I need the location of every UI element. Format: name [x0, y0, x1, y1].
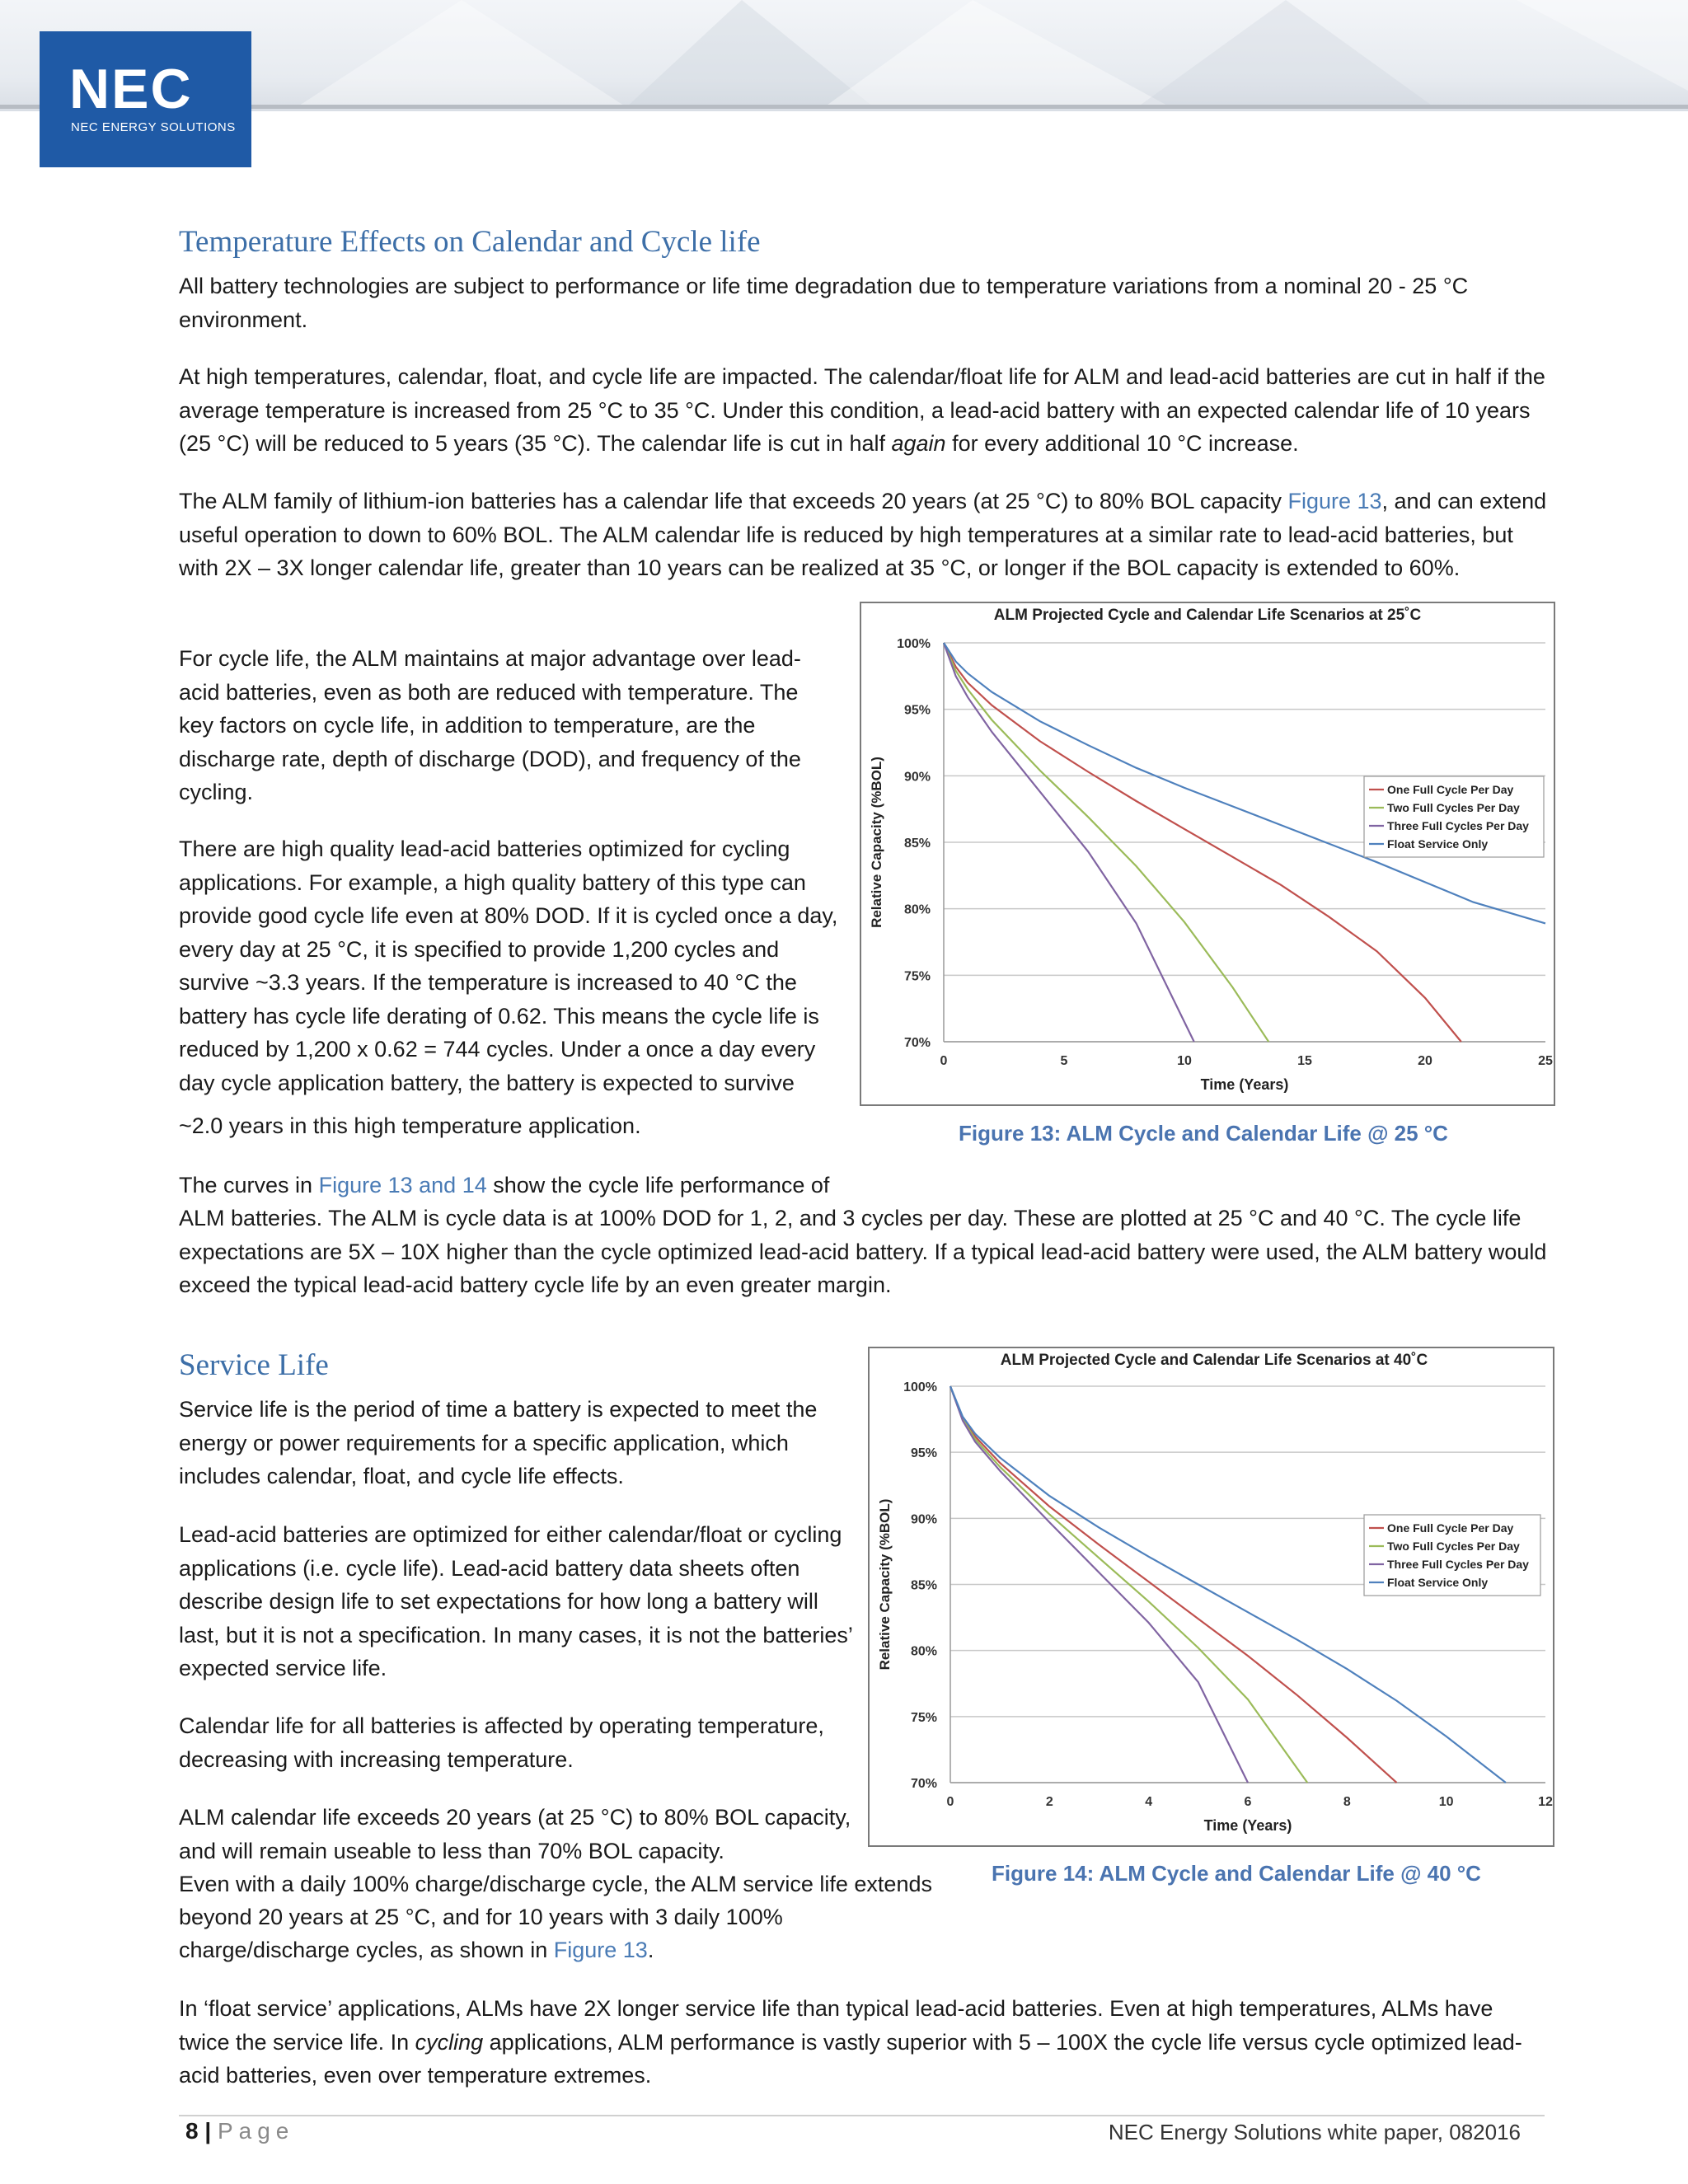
y-tick-label: 100%	[903, 1380, 937, 1394]
legend-label: Three Full Cycles Per Day	[1387, 819, 1529, 832]
paragraph	[179, 1933, 1547, 1967]
paragraph: There are high quality lead-acid batteries optimized for cycling applications. For example, a high quality battery of this type can provide good cycle life even at 80% DOD. If it is cycled once a day, every day at 25 °C, it is specified to provide 1,200 cycles and survive ~3.3 years. If the temperature is increased to 40 °C the battery has cycle life derating of 0.62. This means the cycle life is reduced by 1,200 x 0.62 = 744 cycles. Under a once a day every day cycle application battery, the battery is expected to survive	[179, 837, 838, 1095]
y-tick-label: 80%	[910, 1644, 937, 1659]
y-tick-label: 90%	[910, 1512, 937, 1527]
text-run: .	[647, 1938, 654, 1962]
paragraph: For cycle life, the ALM maintains at major advantage over lead-acid batteries, even as both are reduced with temperature. The key factors on cycle life, in addition to temperature, are the discharge rate, depth of discharge (DOD), and frequency of the cycling.	[179, 646, 801, 804]
x-tick-label: 0	[946, 1795, 954, 1809]
link-figure-13[interactable]: Figure 13	[553, 1938, 648, 1962]
y-tick-label: 70%	[910, 1777, 937, 1791]
figure-13-caption: Figure 13: ALM Cycle and Calendar Life @ 25 °C	[959, 1121, 1448, 1146]
y-tick-label: 95%	[903, 703, 931, 718]
banner-decoration	[0, 0, 1688, 107]
x-tick-label: 4	[1145, 1795, 1153, 1809]
text-run: The curves in	[179, 1173, 319, 1197]
legend-label: Three Full Cycles Per Day	[1387, 1558, 1529, 1571]
x-tick-label: 5	[1060, 1054, 1068, 1068]
paragraph	[179, 485, 1547, 585]
chart-legend	[1364, 776, 1544, 857]
x-tick-label: 10	[1177, 1054, 1192, 1068]
page-label: Page	[217, 2118, 295, 2144]
paragraph: ~2.0 years in this high temperature application.	[179, 1113, 641, 1138]
text-run: for every additional 10 °C increase.	[945, 431, 1299, 456]
logo-subtitle: NEC ENERGY SOLUTIONS	[71, 120, 236, 134]
y-tick-label: 80%	[903, 902, 931, 917]
text-run: charge/discharge cycles, as shown in	[179, 1938, 554, 1962]
section-heading-temperature: Temperature Effects on Calendar and Cycle life	[179, 225, 761, 259]
legend-label: One Full Cycle Per Day	[1387, 783, 1514, 796]
y-axis-label: Relative Capacity (%BOL)	[877, 1498, 893, 1671]
y-tick-label: 75%	[910, 1710, 937, 1725]
chart-title: ALM Projected Cycle and Calendar Life Scenarios at 40˚C	[1000, 1352, 1428, 1369]
page-number-value: 8	[185, 2118, 199, 2144]
text-run: , and can extend useful operation to down to 60% BOL. The ALM calendar life is reduced by high temperatures at a similar rate to lead-acid batteries, but with 2X – 3X longer calendar life, greater than 10 years can be realized at 35 °C, or longer if the BOL capacity is extended to 60%.	[179, 489, 1547, 580]
legend-label: Two Full Cycles Per Day	[1387, 801, 1520, 814]
paragraph: Service life is the period of time a battery is expected to meet the energy or power requirements for a specific application, which includes calendar, float, and cycle life effects.	[179, 1397, 818, 1488]
x-tick-label: 12	[1538, 1795, 1553, 1809]
nec-logo	[40, 31, 251, 167]
emphasis-again: again	[891, 431, 946, 456]
text-run: At high temperatures, calendar, float, and cycle life are impacted. The calendar/float life for ALM and lead-acid batteries are cut in half if the average temperature is increased from 25 °C to 35 °C. Under this condition, a lead-acid battery with an expected calendar life of 10 years (25 °C) will be reduced to 5 years (35 °C). The calendar life is cut in half	[179, 364, 1545, 456]
link-figure-13-14[interactable]: Figure 13 and 14	[318, 1173, 487, 1197]
figure-13-chart	[860, 602, 1555, 1106]
paragraph	[179, 360, 1547, 461]
paragraph	[179, 1992, 1547, 2093]
x-tick-label: 2	[1045, 1795, 1053, 1809]
text-run: In ‘float service’ applications, ALMs have 2X longer service life than typical lead-acid batteries. Even at high temperatures, ALMs have twice the service life. In	[179, 1996, 1493, 2055]
emphasis-cycling: cycling	[415, 2029, 484, 2055]
chart-40c-svg	[870, 1348, 1553, 1845]
paragraph: All battery technologies are subject to performance or life time degradation due to temperature variations from a nominal 20 - 25 °C environment.	[179, 274, 1469, 332]
x-tick-label: 10	[1438, 1795, 1454, 1809]
x-tick-label: 6	[1244, 1795, 1252, 1809]
paragraph: ALM calendar life exceeds 20 years (at 25 °C) to 80% BOL capacity, and will remain useable to less than 70% BOL capacity.	[179, 1805, 851, 1863]
text-run: The ALM family of lithium-ion batteries has a calendar life that exceeds 20 years (at 25 °C) to 80% BOL capacity	[179, 489, 1288, 513]
text-run: applications, ALM performance is vastly superior with 5 – 100X the cycle life versus cycle optimized lead-acid batteries, even over temperature extremes.	[179, 2029, 1522, 2088]
x-axis-label: Time (Years)	[1203, 1817, 1292, 1834]
y-tick-label: 85%	[903, 837, 931, 851]
banner-rule	[0, 105, 1688, 109]
x-tick-label: 25	[1538, 1054, 1553, 1068]
footer-rule	[179, 2115, 1545, 2116]
paragraph: Even with a daily 100% charge/discharge cycle, the ALM service life extends	[179, 1872, 932, 1896]
legend-label: One Full Cycle Per Day	[1387, 1521, 1514, 1535]
chart-legend	[1364, 1515, 1540, 1596]
footer-doc-title: NEC Energy Solutions white paper, 082016	[1108, 2120, 1521, 2144]
x-tick-label: 15	[1297, 1054, 1312, 1068]
header-banner	[0, 0, 1688, 111]
paragraph: beyond 20 years at 25 °C, and for 10 years with 3 daily 100%	[179, 1905, 783, 1929]
figure-14-caption: Figure 14: ALM Cycle and Calendar Life @ 40 °C	[992, 1861, 1481, 1886]
page-number	[185, 2118, 294, 2144]
y-tick-label: 95%	[910, 1446, 937, 1461]
paragraph: Calendar life for all batteries is affected by operating temperature, decreasing with increasing temperature.	[179, 1713, 824, 1772]
y-tick-label: 85%	[910, 1578, 937, 1593]
chart-25c-svg	[861, 603, 1554, 1104]
section-heading-service-life: Service Life	[179, 1348, 329, 1382]
chart-title: ALM Projected Cycle and Calendar Life Scenarios at 25˚C	[993, 607, 1422, 624]
y-tick-label: 75%	[903, 969, 931, 984]
x-tick-label: 20	[1418, 1054, 1432, 1068]
paragraph	[179, 1169, 1547, 1202]
y-tick-label: 100%	[897, 637, 931, 651]
x-tick-label: 0	[940, 1054, 948, 1068]
paragraph: ALM batteries. The ALM is cycle data is at 100% DOD for 1, 2, and 3 cycles per day. These are plotted at 25 °C and 40 °C. The cycle life expectations are 5X – 10X higher than the cycle optimized lead-acid battery. If a typical lead-acid battery were used, the ALM battery would exceed the typical lead-acid battery cycle life by an even greater margin.	[179, 1206, 1547, 1297]
paragraph: Lead-acid batteries are optimized for either calendar/float or cycling applications (i.e. cycle life). Lead-acid battery data sheets often describe design life to set expectations for how long a battery will last, but it is not a specification. In many cases, it is not the batteries’ expected service life.	[179, 1522, 852, 1680]
y-tick-label: 90%	[903, 770, 931, 785]
x-axis-label: Time (Years)	[1200, 1076, 1289, 1093]
legend-label: Two Full Cycles Per Day	[1387, 1540, 1520, 1553]
y-tick-label: 70%	[903, 1036, 931, 1050]
logo-wordmark: NEC	[69, 58, 193, 120]
x-tick-label: 8	[1343, 1795, 1351, 1809]
legend-label: Float Service Only	[1387, 837, 1489, 851]
text-run: show the cycle life performance of	[486, 1173, 830, 1197]
figure-14-chart	[868, 1347, 1554, 1847]
page-separator: |	[204, 2118, 212, 2144]
legend-label: Float Service Only	[1387, 1576, 1489, 1589]
link-figure-13[interactable]: Figure 13	[1287, 489, 1382, 513]
y-axis-label: Relative Capacity (%BOL)	[869, 757, 884, 928]
